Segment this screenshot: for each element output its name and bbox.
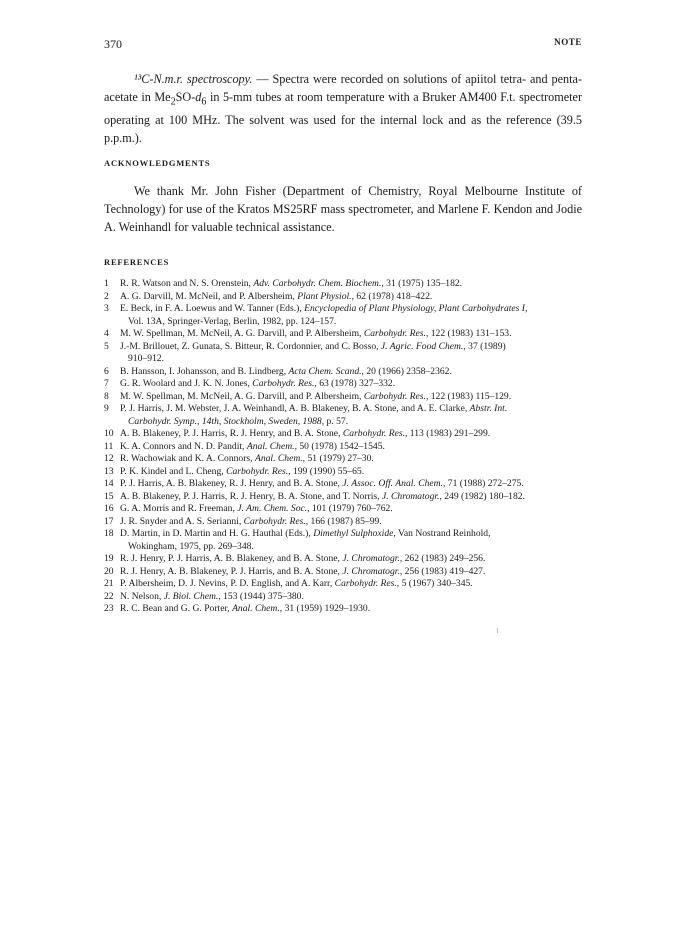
- reference-details: , 37 (1989): [463, 340, 506, 352]
- reference-journal: J. Assoc. Off. Anal. Chem.: [342, 478, 443, 489]
- reference-details: , 122 (1983) 115–129.: [425, 390, 512, 402]
- reference-journal: Anal. Chem.: [246, 440, 295, 452]
- nmr-italic-d: d: [195, 90, 202, 104]
- reference-number: 19: [104, 553, 114, 564]
- reference-authors: P. Albersheim, D. J. Nevins, P. D. English, and A. Karr,: [120, 578, 335, 589]
- reference-list: [104, 278, 584, 616]
- reference-details: , 101 (1979) 760–762.: [307, 503, 393, 514]
- reference-item: [104, 566, 584, 579]
- reference-journal: Acta Chem. Scand.: [288, 365, 362, 377]
- reference-details: , 71 (1988) 272–275.: [442, 478, 524, 489]
- reference-authors: E. Beck, in F. A. Loewus and W. Tanner (Eds.),: [120, 303, 305, 314]
- reference-details: , 166 (1987) 85–99.: [305, 515, 382, 527]
- reference-journal: Carbohydr. Res.: [334, 578, 397, 589]
- reference-authors: D. Martin, in D. Martin and H. G. Hauthal (Eds.),: [120, 528, 314, 539]
- reference-item: [104, 553, 584, 566]
- running-head: NOTE: [554, 37, 582, 47]
- reference-number: 5: [104, 340, 109, 352]
- reference-authors: M. W. Spellman, M. McNeil, A. G. Darvill, and P. Albersheim,: [120, 390, 364, 402]
- reference-item: [104, 303, 584, 328]
- reference-continuation-text: , p. 57.: [321, 415, 349, 427]
- reference-journal: J. Am. Chem. Soc.: [237, 503, 308, 514]
- reference-journal: Carbohydr. Res.: [363, 328, 426, 339]
- reference-journal: Carbohydr. Res.: [363, 390, 426, 402]
- reference-journal: J. Biol. Chem.: [163, 590, 219, 602]
- reference-item: [104, 603, 584, 616]
- nmr-paragraph: [104, 70, 582, 147]
- reference-number: 23: [104, 603, 114, 614]
- reference-number: 4: [104, 328, 109, 339]
- reference-number: 15: [104, 490, 114, 502]
- reference-details: , 256 (1983) 419–427.: [399, 565, 486, 577]
- reference-authors: N. Nelson,: [120, 590, 164, 602]
- nmr-dash: —: [252, 72, 273, 86]
- reference-details: , 199 (1990) 55–65.: [288, 465, 365, 477]
- reference-details: , 249 (1982) 180–182.: [439, 490, 525, 502]
- reference-number: 3: [104, 303, 109, 314]
- references-heading: REFERENCES: [104, 257, 170, 267]
- scan-mark: [497, 628, 498, 633]
- reference-item: [104, 516, 584, 529]
- page-header: [104, 37, 582, 53]
- reference-journal: Plant Physiol.: [297, 290, 352, 302]
- reference-authors: R. J. Henry, A. B. Blakeney, P. J. Harris, and B. A. Stone,: [120, 565, 343, 577]
- acknowledgments-heading: ACKNOWLEDGMENTS: [104, 158, 211, 168]
- reference-details: , 5 (1967) 340–345.: [396, 578, 473, 589]
- reference-item: [104, 453, 584, 466]
- reference-authors: J. R. Snyder and A. S. Serianni,: [120, 515, 244, 527]
- page-number: 370: [104, 37, 122, 51]
- reference-authors: P. J. Harris, A. B. Blakeney, R. J. Henry, and B. A. Stone,: [120, 478, 343, 489]
- reference-journal: Dimethyl Sulphoxide: [313, 528, 394, 539]
- reference-number: 13: [104, 465, 114, 477]
- reference-item: [104, 591, 584, 604]
- reference-details: , 262 (1983) 249–256.: [399, 553, 486, 564]
- reference-authors: P. J. Harris, J. M. Webster, J. A. Weinhandl, A. B. Blakeney, B. A. Stone, and A. E. Clarke,: [120, 403, 470, 414]
- reference-number: 20: [104, 565, 114, 577]
- reference-item: [104, 466, 584, 479]
- reference-continuation-italic: Carbohydr. Symp., 14th, Stockholm, Sweden, 1988: [128, 415, 322, 427]
- reference-number: 8: [104, 390, 109, 402]
- reference-continuation: [120, 416, 584, 429]
- reference-journal: Carbohydr. Res.: [252, 378, 315, 389]
- reference-number: 7: [104, 378, 109, 389]
- reference-journal: Anal. Chem.: [232, 603, 280, 614]
- reference-number: 12: [104, 453, 114, 464]
- reference-number: 14: [104, 478, 114, 489]
- nmr-sub-2: 2: [170, 96, 176, 108]
- reference-continuation-text: Vol. 13A, Springer-Verlag, Berlin, 1982, pp. 124–157.: [128, 315, 337, 327]
- reference-details: , 63 (1978) 327–332.: [314, 378, 396, 389]
- reference-item: [104, 441, 584, 454]
- reference-authors: R. Wachowiak and K. A. Connors,: [120, 453, 255, 464]
- reference-authors: J.-M. Brillouet, Z. Gunata, S. Bitteur, R. Cordonnier, and C. Bosso,: [120, 340, 381, 352]
- reference-details: , 113 (1983) 291–299.: [404, 428, 491, 439]
- nmr-text-1: Spectra were recorded on solutions of apiitol tetra- and penta-acetate in Me: [104, 72, 582, 104]
- reference-authors: M. W. Spellman, M. McNeil, A. G. Darvill, and P. Albersheim,: [120, 328, 364, 339]
- reference-authors: R. J. Henry, P. J. Harris, A. B. Blakeney, and B. A. Stone,: [120, 553, 343, 564]
- reference-item: [104, 403, 584, 428]
- reference-authors: R. R. Watson and N. S. Orenstein,: [120, 278, 254, 289]
- reference-authors: A. G. Darvill, M. McNeil, and P. Albersheim,: [120, 290, 298, 302]
- reference-journal: Encyclopedia of Plant Physiology, Plant Carbohydrates I,: [304, 303, 528, 314]
- reference-number: 21: [104, 578, 114, 589]
- reference-item: [104, 341, 584, 366]
- reference-item: [104, 503, 584, 516]
- reference-journal: J. Chromatogr.: [381, 490, 440, 502]
- nmr-sub-6: 6: [201, 96, 207, 108]
- reference-item: [104, 428, 584, 441]
- reference-continuation: [120, 541, 584, 554]
- reference-item: [104, 328, 584, 341]
- reference-journal: J. Chromatogr.: [342, 565, 400, 577]
- reference-journal: Carbohydr. Res.: [342, 428, 405, 439]
- reference-details: , Van Nostrand Reinhold,: [393, 528, 491, 539]
- reference-journal: Abstr. Int.: [469, 403, 508, 414]
- reference-details: , 50 (1978) 1542–1545.: [294, 440, 385, 452]
- reference-authors: B. Hansson, I. Johansson, and B. Lindberg,: [120, 365, 289, 377]
- reference-authors: P. K. Kindel and L. Cheng,: [120, 465, 227, 477]
- reference-details: , 153 (1944) 375–380.: [218, 590, 304, 602]
- reference-journal: Anal. Chem.: [254, 453, 303, 464]
- reference-authors: A. B. Blakeney, P. J. Harris, R. J. Henry, B. A. Stone, and T. Norris,: [120, 490, 382, 502]
- reference-details: , 62 (1978) 418–422.: [351, 290, 433, 302]
- reference-authors: A. B. Blakeney, P. J. Harris, R. J. Henry, and B. A. Stone,: [120, 428, 343, 439]
- reference-item: [104, 366, 584, 379]
- reference-number: 22: [104, 590, 114, 602]
- reference-journal: J. Chromatogr.: [342, 553, 400, 564]
- reference-item: [104, 378, 584, 391]
- reference-continuation: [120, 353, 584, 366]
- reference-continuation-text: Wokingham, 1975, pp. 269–348.: [128, 540, 254, 552]
- nmr-text-2: in 5-mm tubes at room temperature with a Bruker AM400 F.t. spectrometer operating at 100 MHz. The solvent was used for the internal lock and as the reference (39.5 p.p.m.).: [104, 90, 583, 146]
- reference-number: 16: [104, 503, 114, 514]
- nmr-heading: ¹³C-N.m.r. spectroscopy.: [134, 72, 253, 86]
- reference-item: [104, 528, 584, 553]
- reference-continuation-text: 910–912.: [128, 353, 164, 364]
- reference-journal: J. Agric. Food Chem.: [380, 340, 464, 352]
- reference-item: [104, 291, 584, 304]
- reference-item: [104, 578, 584, 591]
- reference-details: , 31 (1959) 1929–1930.: [279, 603, 371, 614]
- reference-item: [104, 278, 584, 291]
- reference-details: , 31 (1975) 135–182.: [381, 278, 463, 289]
- reference-number: 11: [104, 440, 114, 452]
- reference-journal: Adv. Carbohydr. Chem. Biochem.: [253, 278, 382, 289]
- acknowledgments-paragraph: [104, 182, 582, 236]
- nmr-text-so: SO-: [175, 90, 196, 104]
- reference-number: 10: [104, 428, 114, 439]
- reference-item: [104, 391, 584, 404]
- reference-number: 18: [104, 528, 114, 539]
- reference-number: 17: [104, 515, 114, 527]
- reference-number: 2: [104, 290, 109, 302]
- reference-item: [104, 478, 584, 491]
- reference-details: , 51 (1979) 27–30.: [302, 453, 374, 464]
- reference-journal: Carbohydr. Res.: [226, 465, 289, 477]
- reference-item: [104, 491, 584, 504]
- reference-number: 9: [104, 403, 109, 414]
- reference-authors: R. C. Bean and G. G. Porter,: [120, 603, 233, 614]
- reference-details: , 122 (1983) 131–153.: [425, 328, 512, 339]
- reference-details: , 20 (1966) 2358–2362.: [361, 365, 452, 377]
- reference-authors: K. A. Connors and N. D. Pandit,: [120, 440, 247, 452]
- reference-journal: Carbohydr. Res.: [243, 515, 306, 527]
- reference-continuation: [120, 316, 584, 329]
- reference-number: 6: [104, 365, 109, 377]
- reference-authors: G. A. Morris and R. Freeman,: [120, 503, 238, 514]
- acknowledgments-text: We thank Mr. John Fisher (Department of Chemistry, Royal Melbourne Institute of Technology) for use of the Kratos MS25RF mass spectrometer, and Marlene F. Kendon and Jodie A. Weinhandl for valuable technical assistance.: [104, 184, 582, 234]
- reference-authors: G. R. Woolard and J. K. N. Jones,: [120, 378, 253, 389]
- reference-number: 1: [104, 278, 109, 289]
